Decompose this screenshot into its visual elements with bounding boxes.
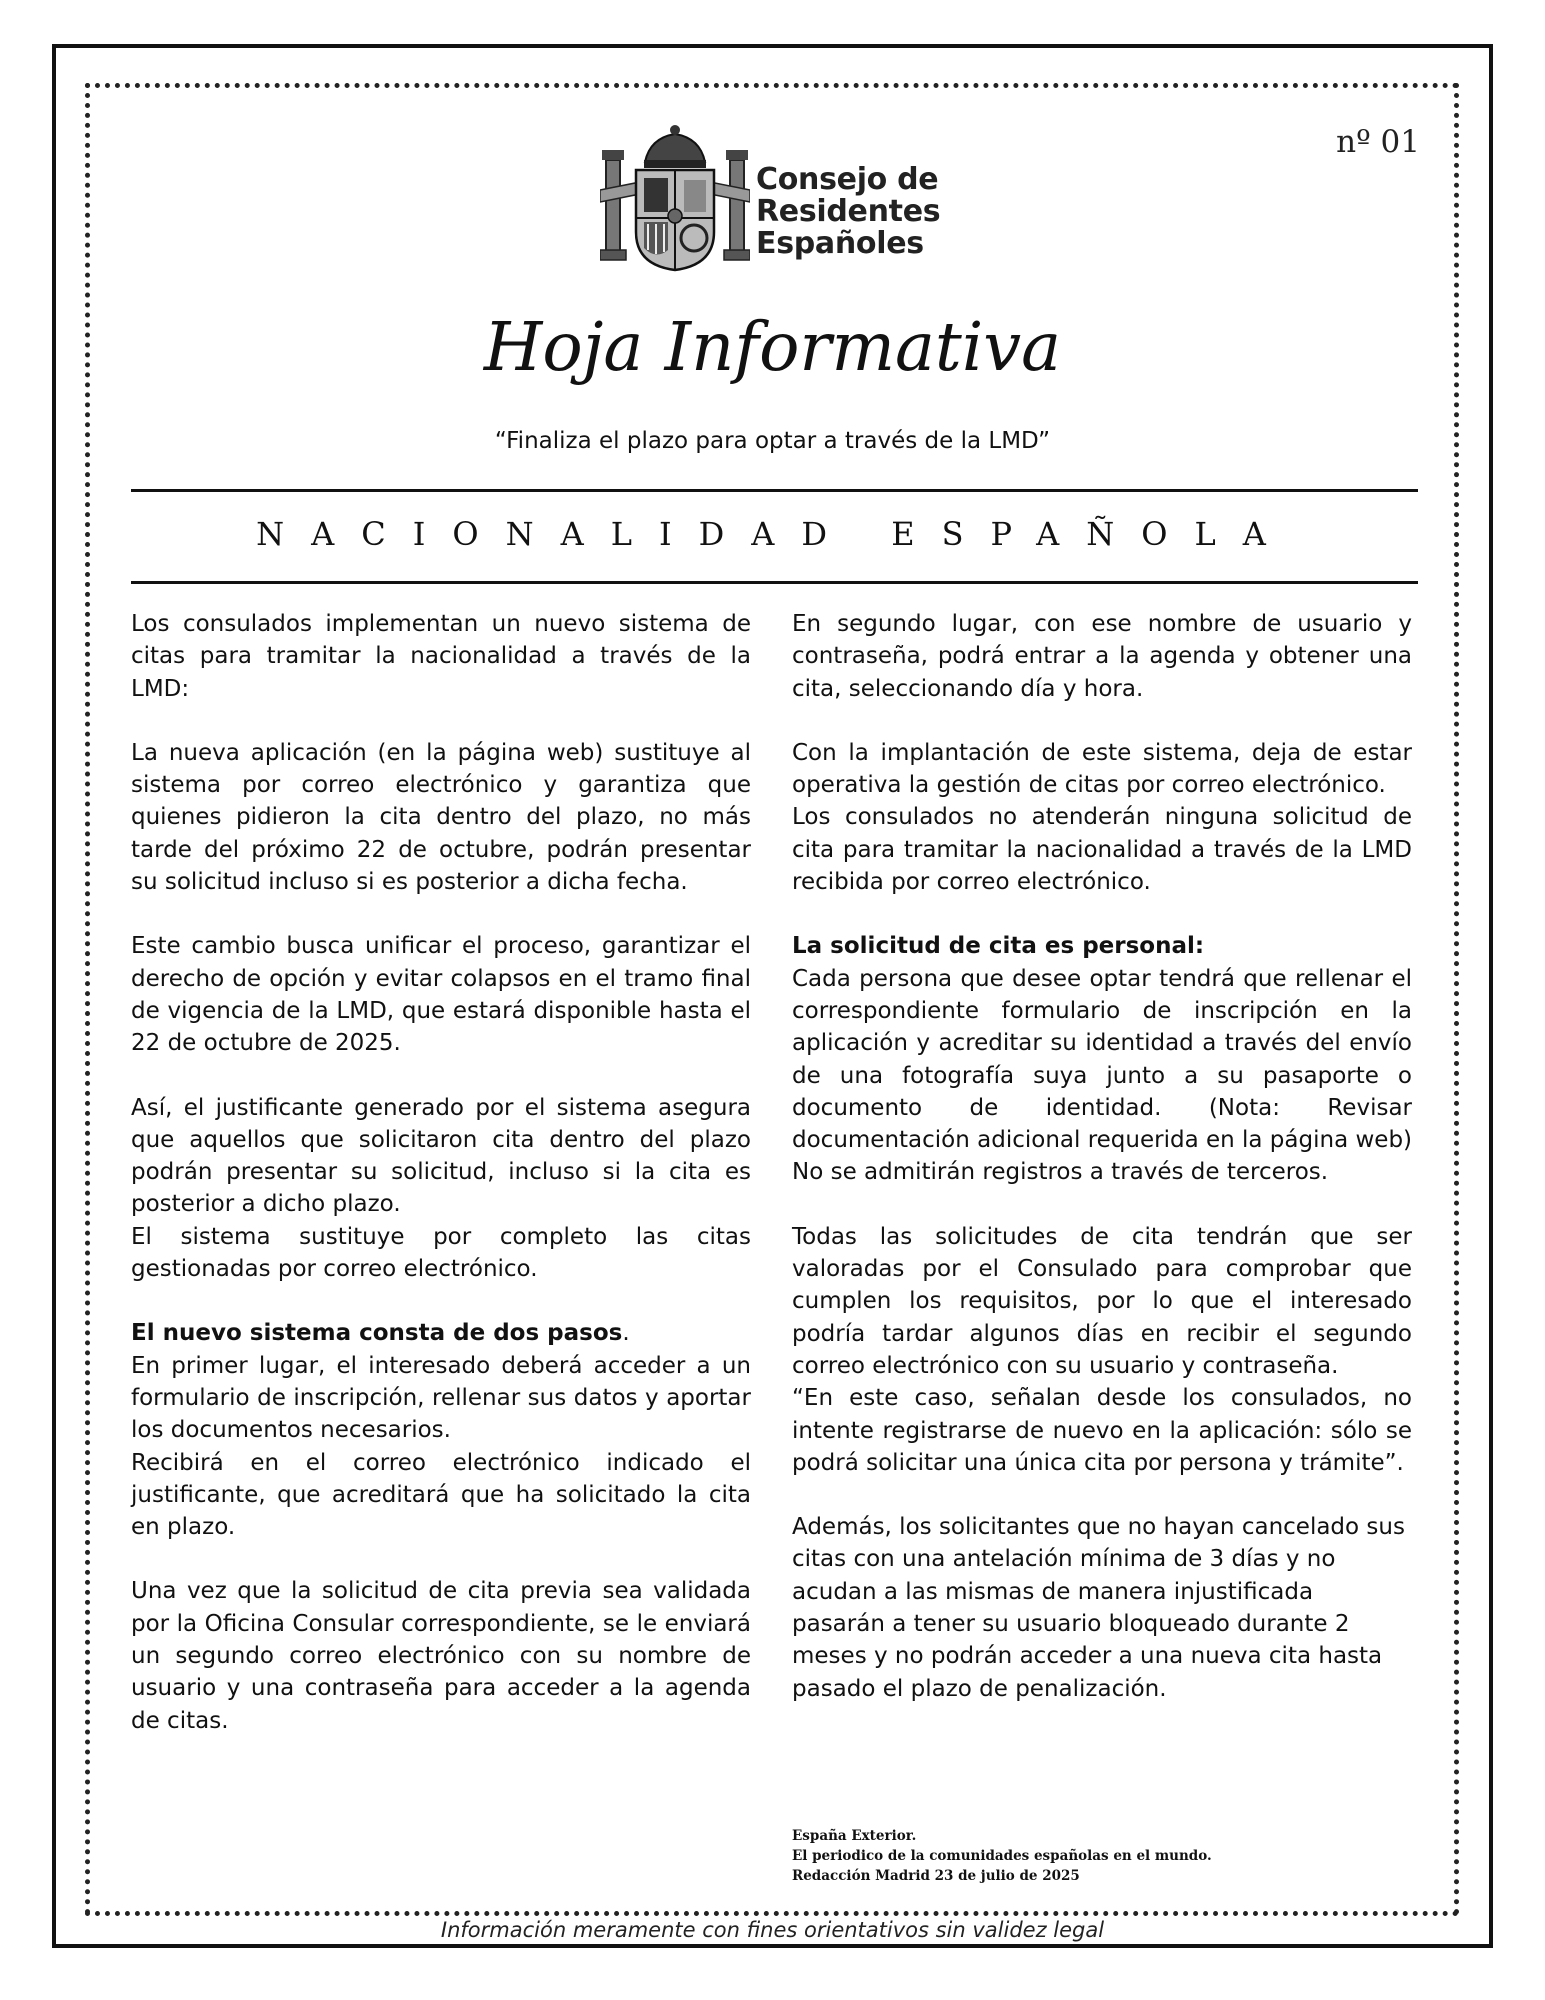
left-paragraph-8: Una vez que la solicitud de cita previa sea validada por la Oficina Consular correspondiente, se le enviará un segundo correo electrónico con su nombre de usuario y una contraseña para acceder a la agenda de citas. <box>131 1578 751 1734</box>
right-paragraph-3: Los consulados no atenderán ninguna solicitud de cita para tramitar la nacionalidad a través de la LMD recibida por correo electrónico. <box>792 804 1412 896</box>
credits-tagline: El periodico de la comunidades españolas en el mundo. <box>792 1848 1212 1864</box>
council-name-line-3: Españoles <box>756 226 924 261</box>
credits-block <box>792 1826 1212 1886</box>
right-paragraph-6: Todas las solicitudes de cita tendrán que ser valoradas por el Consulado para comprobar que cumplen los requisitos, por lo que el interesado podría tardar algunos días en recibir el segundo correo electrónico con su usuario y contraseña. <box>792 1223 1412 1379</box>
steps-heading: El nuevo sistema consta de dos pasos <box>131 1320 623 1347</box>
heading-bottom-rule <box>131 581 1418 584</box>
council-name-line-2: Residentes <box>756 194 941 229</box>
legal-disclaimer: Información meramente con fines orientativos sin validez legal <box>440 1918 1105 1942</box>
page-subtitle: “Finaliza el plazo para optar a través de la LMD” <box>494 428 1051 454</box>
council-name <box>756 164 940 260</box>
page-title: Hoja Informativa <box>483 308 1062 386</box>
left-paragraph-1: Los consulados implementan un nuevo sistema de citas para tramitar la nacionalidad a través de la LMD: <box>131 611 751 702</box>
right-paragraph-4: Cada persona que desee optar tendrá que rellenar el correspondiente formulario de inscripción en la aplicación y acreditar su identidad a través del envío de una fotografía suya junto a su pasaporte o documento de identidad. (Nota: Revisar documentación adicional requerida en la página web) <box>792 965 1413 1154</box>
left-column <box>131 608 751 1737</box>
left-paragraph-3: Este cambio busca unificar el proceso, garantizar el derecho de opción y evitar colapsos en el tramo final de vigencia de la LMD, que estará disponible hasta el 22 de octubre de 2025. <box>131 933 751 1057</box>
heading-top-rule <box>131 489 1418 492</box>
issue-number: nº 01 <box>1336 124 1420 160</box>
left-paragraph-4: Así, el justificante generado por el sistema asegura que aquellos que solicitaron cita dentro del plazo podrán presentar su solicitud, incluso si la cita es posterior a dicho plazo. <box>131 1094 751 1218</box>
credits-date: Redacción Madrid 23 de julio de 2025 <box>792 1868 1080 1884</box>
right-paragraph-7: “En este caso, señalan desde los consulados, no intente registrarse de nuevo en la aplicación: sólo se podrá solicitar una única cita por persona y trámite”. <box>792 1385 1412 1476</box>
section-heading: NACIONALIDAD ESPAÑOLA <box>256 515 1293 553</box>
right-paragraph-2: Con la implantación de este sistema, deja de estar operativa la gestión de citas por correo electrónico. <box>792 739 1412 799</box>
council-name-line-1: Consejo de <box>756 162 939 197</box>
right-column <box>792 608 1412 1705</box>
right-paragraph-5: No se admitirán registros a través de terceros. <box>792 1159 1329 1186</box>
spanish-coat-of-arms-icon <box>600 120 750 275</box>
left-paragraph-5: El sistema sustituye por completo las citas gestionadas por correo electrónico. <box>131 1223 751 1283</box>
steps-heading-line <box>131 1317 751 1349</box>
left-paragraph-7: Recibirá en el correo electrónico indicado el justificante, que acreditará que ha solicitado la cita en plazo. <box>131 1449 751 1541</box>
right-paragraph-1: En segundo lugar, con ese nombre de usuario y contraseña, podrá entrar a la agenda y obtener una cita, seleccionando día y hora. <box>792 611 1412 702</box>
left-paragraph-2: La nueva aplicación (en la página web) sustituye al sistema por correo electrónico y garantiza que quienes pidieron la cita dentro del plazo, no más tarde del próximo 22 de octubre, podrán presentar su solicitud incluso si es posterior a dicha fecha. <box>131 739 751 896</box>
right-paragraph-8: Además, los solicitantes que no hayan cancelado sus citas con una antelación mínima de 3 días y no acudan a las mismas de manera injustificada pasarán a tener su usuario bloqueado durante 2 meses y no podrán acceder a una nueva cita hasta pasado el plazo de penalización. <box>792 1514 1405 1702</box>
credits-publication: España Exterior. <box>792 1828 917 1844</box>
personal-heading: La solicitud de cita es personal: <box>792 933 1205 960</box>
left-paragraph-6: En primer lugar, el interesado deberá acceder a un formulario de inscripción, rellenar sus datos y aportar los documentos necesarios. <box>131 1352 751 1444</box>
council-logo <box>600 120 970 275</box>
steps-heading-period: . <box>622 1320 630 1347</box>
